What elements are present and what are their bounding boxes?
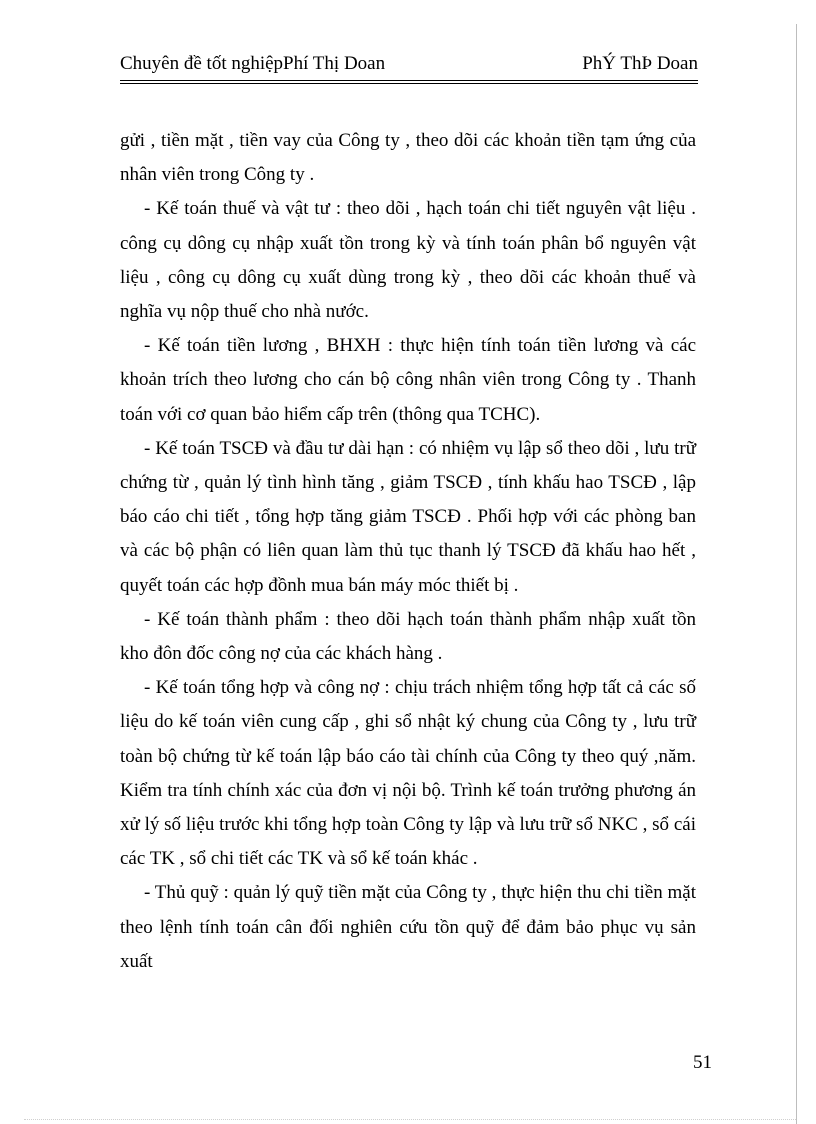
header-left-title: Chuyên đề tốt nghiệpPhí Thị Doan (120, 53, 386, 74)
page-header (120, 50, 698, 81)
paragraph-finished-goods-accountant: - Kế toán thành phẩm : theo dõi hạch toán thành phẩm nhập xuất tồn kho đôn đốc công nợ của các khách hàng . (120, 608, 696, 665)
paragraph-cashier: - Thủ quỹ : quản lý quỹ tiền mặt của Công ty , thực hiện thu chi tiền mặt theo lệnh tính toán cân đối nghiên cứu tồn quỹ để đảm bảo phục vụ sản xuất (120, 882, 696, 972)
paragraph-tax-materials-accountant: - Kế toán thuế và vật tư : theo dõi , hạch toán chi tiết nguyên vật liệu . công cụ dông cụ nhập xuất tồn trong kỳ và tính toán phân bổ nguyên vật liệu , công cụ dông cụ xuất dùng trong kỳ , theo dõi các khoản thuế và nghĩa vụ nộp thuế cho nhà nước. (120, 198, 696, 323)
paragraph-payroll-accountant: - Kế toán tiền lương , BHXH : thực hiện tính toán tiền lương và các khoản trích theo lương cho cán bộ công nhân viên trong Công ty . Thanh toán với cơ quan bảo hiểm cấp trên (thông qua TCHC). (120, 335, 696, 425)
paragraph-fixed-assets-accountant: - Kế toán TSCĐ và đầu tư dài hạn : có nhiệm vụ lập sổ theo dõi , lưu trữ chứng từ , quản lý tình hình tăng , giảm TSCĐ , tính khấu hao TSCĐ , lập báo cáo chi tiết , tổng hợp tăng giảm TSCĐ . Phối hợp với các phòng ban và các bộ phận có liên quan làm thủ tục thanh lý TSCĐ đã khấu hao hết , quyết toán các hợp đồnh mua bán máy móc thiết bị . (120, 437, 696, 596)
document-body (120, 124, 696, 979)
page-number: 51 (693, 1052, 712, 1073)
page-border-bottom (24, 1119, 796, 1120)
header-right-title: PhÝ ThÞ Doan (582, 53, 698, 74)
page-border-right (796, 24, 797, 1124)
paragraph-continuation: gửi , tiền mặt , tiền vay của Công ty , theo dõi các khoản tiền tạm ứng của nhân viên trong Công ty . (120, 130, 696, 186)
paragraph-general-accountant: - Kế toán tổng hợp và công nợ : chịu trách nhiệm tổng hợp tất cả các số liệu do kế toán viên cung cấp , ghi sổ nhật ký chung của Công ty , lưu trữ toàn bộ chứng từ kế toán lập báo cáo tài chính của Công ty theo quý ,năm. Kiểm tra tính chính xác của đơn vị nội bộ. Trình kế toán trưởng phương án xử lý số liệu trước khi tổng hợp toàn Công ty lập và lưu trữ sổ NKC , sổ cái các TK , sổ chi tiết các TK và sổ kế toán khác . (120, 677, 696, 870)
